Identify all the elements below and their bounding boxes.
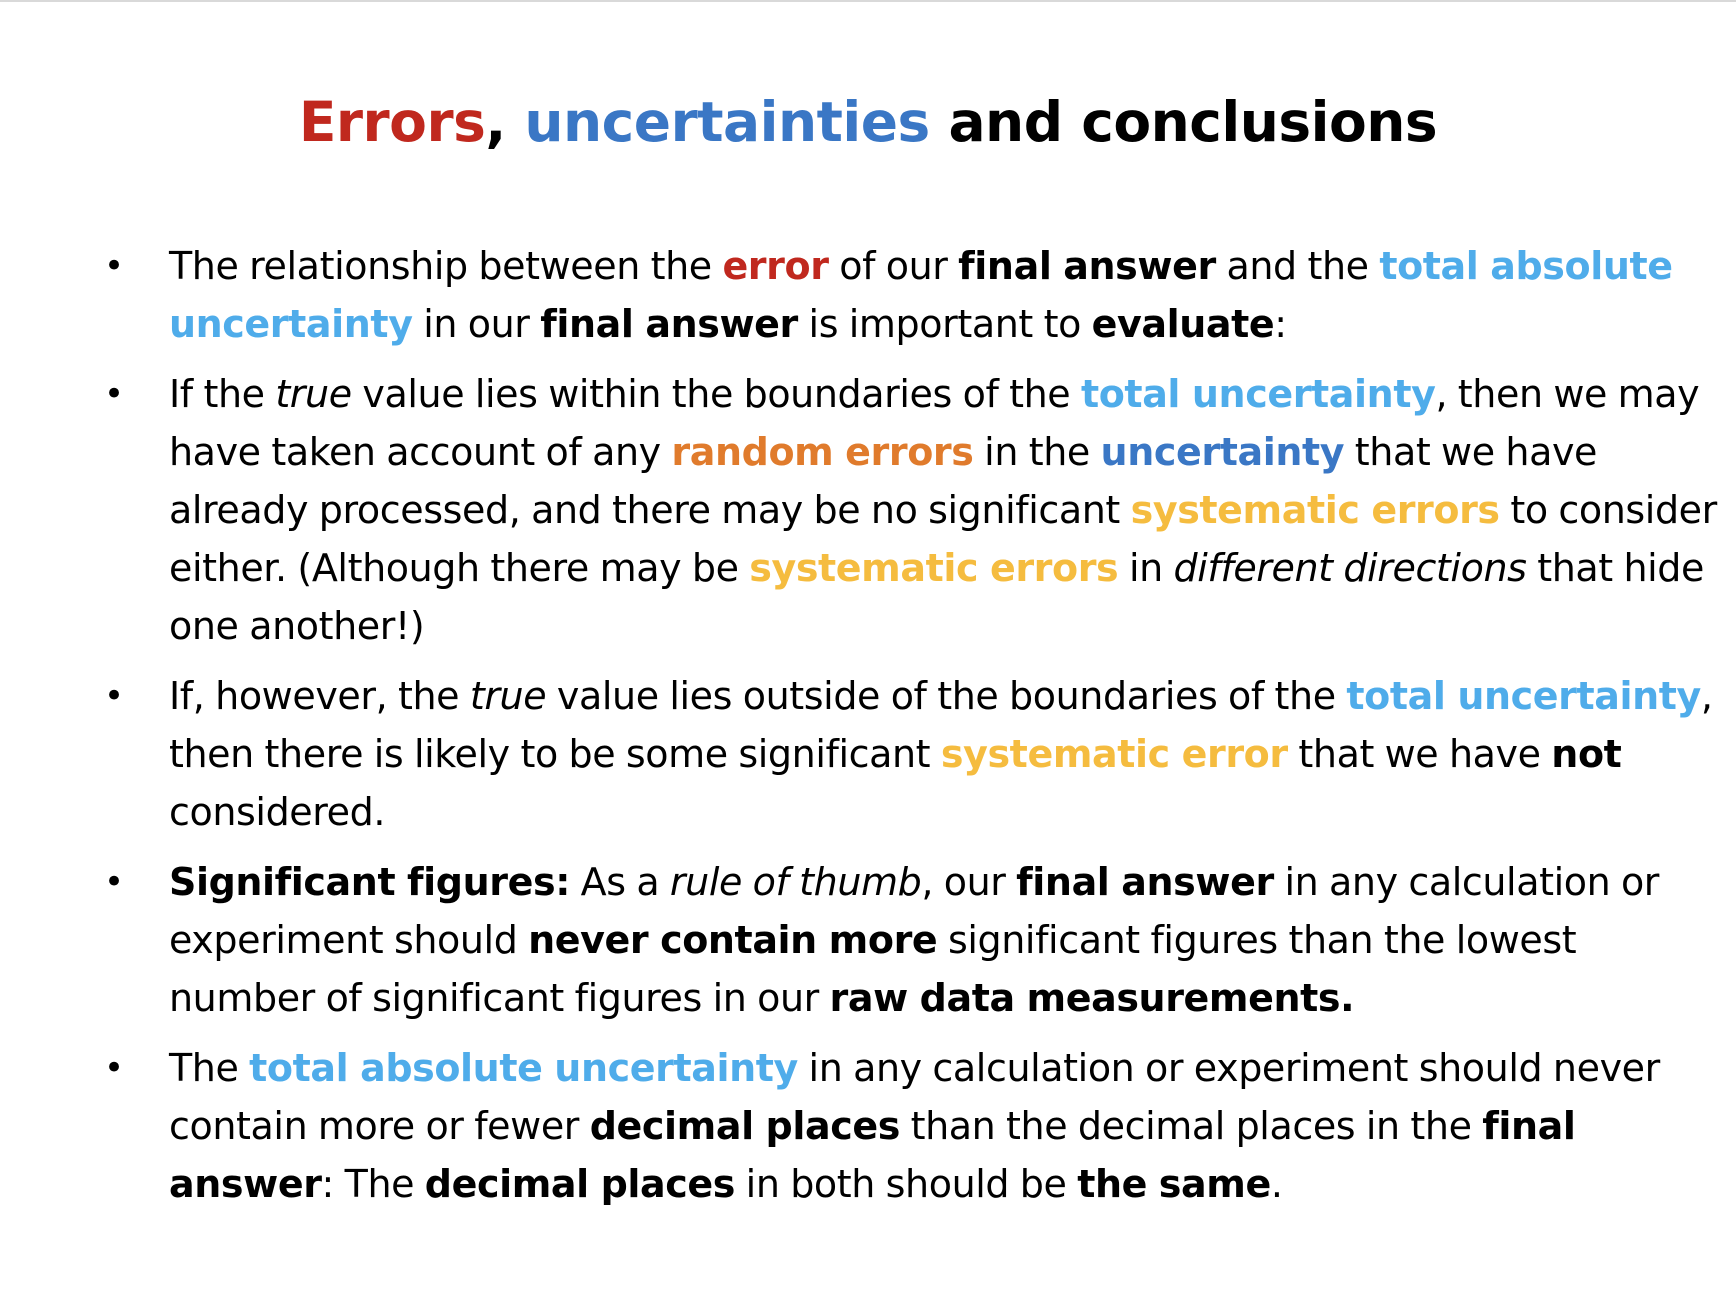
text-run: final answer	[958, 244, 1216, 288]
bullet-icon: •	[104, 862, 124, 902]
bullet-text	[169, 1039, 1720, 1213]
text-run: to consider either. (Although there may be	[169, 488, 1717, 590]
text-run: , then we may have taken account of any	[169, 372, 1700, 474]
text-run: rule of thumb	[669, 860, 922, 904]
text-run: in the	[973, 430, 1101, 474]
text-run: , then there is likely to be some significant	[169, 674, 1713, 776]
text-run: systematic error	[940, 732, 1288, 776]
text-run: error	[722, 244, 829, 288]
bullet-icon: •	[104, 676, 124, 716]
text-run: that we have already processed, and there may be no significant	[169, 430, 1598, 532]
text-run: raw data measurements.	[829, 976, 1355, 1020]
bullet-icon: •	[104, 374, 124, 414]
bullet-text	[169, 667, 1720, 841]
text-run: in our	[412, 302, 541, 346]
bullet-item	[100, 237, 1720, 353]
text-run: If the	[169, 372, 276, 416]
text-run: final answer	[169, 1104, 1576, 1206]
title-segment: Errors	[298, 90, 486, 154]
text-run: never contain more	[528, 918, 938, 962]
text-run: true	[275, 372, 352, 416]
bullet-item	[100, 667, 1720, 841]
text-run: total absolute uncertainty	[249, 1046, 798, 1090]
text-run: considered.	[169, 790, 386, 834]
text-run: : The	[321, 1162, 425, 1206]
bullet-text	[169, 237, 1720, 353]
text-run: significant figures than the lowest number of significant figures in our	[169, 918, 1577, 1020]
bullet-item	[100, 853, 1720, 1027]
text-run: in any calculation or experiment should never contain more or fewer	[169, 1046, 1660, 1148]
text-run: total uncertainty	[1346, 674, 1701, 718]
text-run: final answer	[1016, 860, 1274, 904]
text-run: true	[469, 674, 547, 718]
bullet-icon: •	[104, 1048, 124, 1088]
text-run: is important to	[797, 302, 1092, 346]
text-run: than the decimal places in the	[899, 1104, 1483, 1148]
text-run: decimal places	[424, 1162, 735, 1206]
bullet-icon: •	[104, 246, 124, 286]
text-run: that we have	[1287, 732, 1552, 776]
title-segment: ,	[485, 90, 525, 154]
text-run: evaluate	[1091, 302, 1275, 346]
bullet-item	[100, 365, 1720, 655]
text-run: final answer	[540, 302, 798, 346]
title-segment: uncertainties	[524, 90, 930, 154]
slide-title	[0, 86, 1736, 158]
text-run: .	[1270, 1162, 1283, 1206]
text-run: If, however, the	[169, 674, 470, 718]
text-run: that hide one another!)	[169, 546, 1705, 648]
text-run: decimal places	[589, 1104, 900, 1148]
bullet-item	[100, 1039, 1720, 1213]
text-run: not	[1551, 732, 1622, 776]
text-run: in both should be	[735, 1162, 1078, 1206]
text-run: systematic errors	[749, 546, 1119, 590]
text-run: :	[1274, 302, 1287, 346]
text-run: and the	[1215, 244, 1380, 288]
text-run: value lies outside of the boundaries of the	[546, 674, 1347, 718]
text-run: random errors	[671, 430, 974, 474]
title-segment: and conclusions	[929, 90, 1438, 154]
text-run: The	[169, 1046, 250, 1090]
text-run: in any calculation or experiment should	[169, 860, 1660, 962]
text-run: total absolute uncertainty	[169, 244, 1673, 346]
text-run: Significant figures:	[169, 860, 570, 904]
text-run: total uncertainty	[1080, 372, 1436, 416]
text-run: , our	[921, 860, 1017, 904]
bullet-text	[169, 853, 1720, 1027]
text-run: in	[1118, 546, 1174, 590]
text-run: systematic errors	[1130, 488, 1500, 532]
text-run: of our	[828, 244, 959, 288]
text-run: different directions	[1173, 546, 1527, 590]
bullet-text	[169, 365, 1720, 655]
text-run: uncertainty	[1100, 430, 1345, 474]
text-run: value lies within the boundaries of the	[351, 372, 1081, 416]
bullet-list	[100, 237, 1720, 1225]
text-run: The relationship between the	[169, 244, 723, 288]
text-run: the same	[1077, 1162, 1271, 1206]
top-divider	[0, 0, 1736, 2]
text-run: As a	[570, 860, 670, 904]
